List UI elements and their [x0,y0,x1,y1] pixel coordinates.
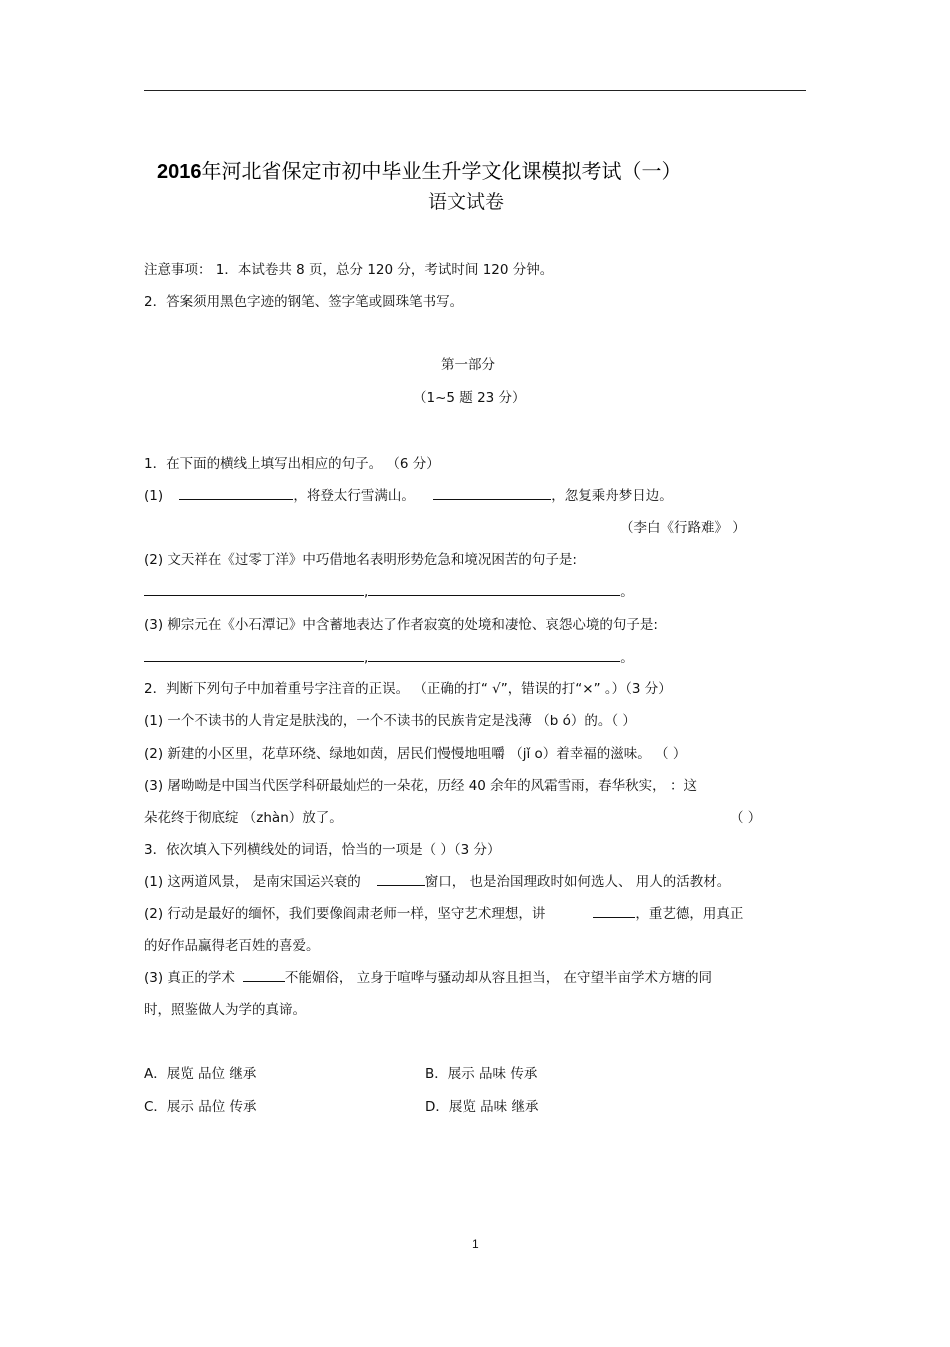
notes-line-1: 注意事项： 1．本试卷共 8 页，总分 120 分，考试时间 120 分钟。 [144,262,554,278]
exam-subtitle: 语文试卷 [428,191,505,213]
q2-3-paren: （ ） [730,810,762,826]
q3-2: (2) 行动是最好的缅怀，我们要像阎肃老师一样，坚守艺术理想，讲 ，重艺德，用真正 [144,906,744,922]
option-b: B．展示 品味 传承 [425,1066,538,1082]
q2-1: (1) 一个不读书的人肯定是肤浅的，一个不读书的民族肯定是浅薄 （b ó）的。（ ） [144,713,636,729]
q2-3-line-a: (3) 屠呦呦是中国当代医学科研最灿烂的一朵花，历经 40 余年的风霜雪雨，春华秋实， ：这 [144,778,697,794]
q1-1-mid: ，将登太行雪满山。 [293,488,415,504]
q1-3-answer-line: , 。 [144,646,634,666]
notes-line-2: 2．答案须用黑色字迹的钢笔、签字笔或圆珠笔书写。 [144,294,464,310]
exam-title: 2016年河北省保定市初中毕业生升学文化课模拟考试（一） [157,159,682,183]
blank-2 [433,487,551,500]
q2-3-line-b: 朵花终于彻底绽 （zhàn）放了。 [144,810,343,826]
q1-2: (2) 文天祥在《过零丁洋》中巧借地名表明形势危急和境况困苦的句子是: [144,552,577,568]
q1-1-end: ，忽复乘舟梦日边。 [551,488,673,504]
blank-8 [593,905,635,918]
blank-1 [179,487,293,500]
page-number: 1 [472,1237,479,1251]
blank-7 [377,873,425,886]
option-a: A．展览 品位 继承 [144,1066,257,1082]
header-rule [144,90,806,91]
blank-3 [144,583,364,596]
q3-3: (3) 真正的学术 不能媚俗， 立身于喧哗与骚动却从容且担当， 在守望半亩学术方塘的同 [144,970,713,986]
q1-1 [144,484,673,504]
q3-2-cont: 的好作品赢得老百姓的喜爱。 [144,938,320,954]
q1-2-answer-line: , 。 [144,580,634,600]
q3-1: (1) 这两道风景， 是南宋国运兴衰的 窗口， 也是治国理政时如何选人、 用人的活教材。 [144,874,731,890]
q1-3: (3) 柳宗元在《小石潭记》中含蓄地表达了作者寂寞的处境和凄怆、哀怨心境的句子是: [144,617,658,633]
q2-stem: 2．判断下列句子中加着重号字注音的正误。 （正确的打“ √”，错误的打“×” 。）（3 分） [144,681,672,697]
q2-2: (2) 新建的小区里，花草环绕、绿地如茵，居民们慢慢地咀嚼 （jǐ o）着幸福的滋味。 （ ） [144,746,687,762]
blank-4 [368,583,620,596]
blank-9 [243,969,285,982]
option-d: D．展览 品味 继承 [425,1099,539,1115]
option-c: C．展示 品位 传承 [144,1099,257,1115]
q1-1-source: （李白《行路难》 ） [620,520,746,536]
blank-6 [368,649,620,662]
q1-1-prefix: (1) [144,488,164,504]
q1-stem: 1．在下面的横线上填写出相应的句子。 （6 分） [144,456,440,472]
part-range: （1~5 题 23 分） [413,390,526,406]
q3-3-cont: 时，照鉴做人为学的真谛。 [144,1002,306,1018]
blank-5 [144,649,364,662]
part-title: 第一部分 [441,357,495,373]
q3-stem: 3．依次填入下列横线处的词语，恰当的一项是（ ）（3 分） [144,842,501,858]
